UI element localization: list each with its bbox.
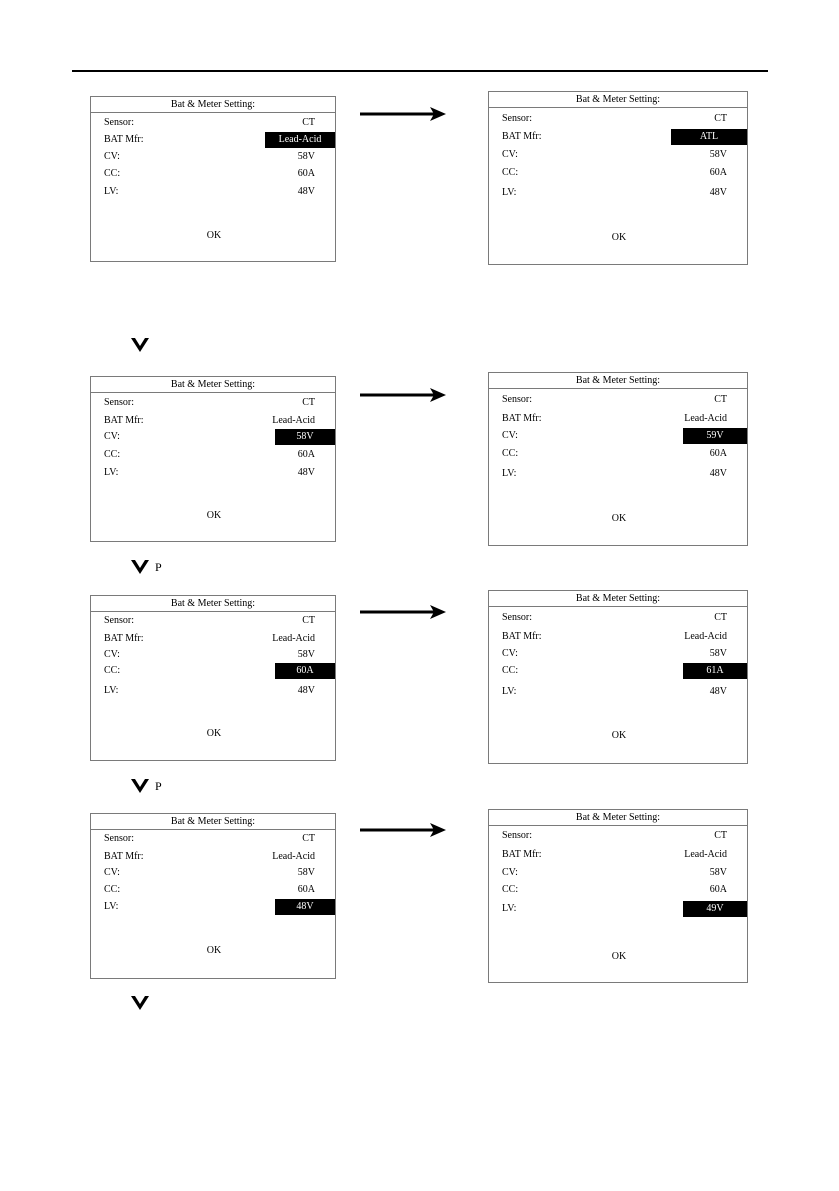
sensor-label: Sensor:	[104, 615, 134, 626]
lv-value: 48V	[297, 467, 315, 478]
sensor-label: Sensor:	[104, 397, 134, 408]
lv-row[interactable]	[91, 683, 335, 699]
cc-row[interactable]	[91, 663, 335, 679]
cc-label: CC:	[104, 665, 121, 676]
cv-label: CV:	[104, 151, 120, 162]
cv-value: 58V	[297, 649, 315, 660]
bat-mfr-label: BAT Mfr:	[104, 134, 144, 145]
ok-button[interactable]: OK	[611, 730, 627, 741]
ok-button[interactable]: OK	[206, 728, 222, 739]
bat-mfr-row[interactable]	[489, 629, 747, 645]
cv-label: CV:	[502, 867, 518, 878]
ok-button[interactable]: OK	[611, 232, 627, 243]
lv-row[interactable]	[489, 901, 747, 917]
ok-button[interactable]: OK	[611, 513, 627, 524]
lv-value: 48V	[297, 685, 315, 696]
ok-button[interactable]: OK	[206, 945, 222, 956]
double-chevron-down-icon	[129, 336, 151, 354]
sensor-label: Sensor:	[502, 394, 532, 405]
bat-mfr-row[interactable]	[91, 631, 335, 647]
lv-value: 48V	[709, 468, 727, 479]
cc-value: 60A	[709, 884, 727, 895]
right-arrow-icon	[360, 604, 446, 620]
sensor-row	[489, 392, 747, 408]
cc-value: 60A	[709, 448, 727, 459]
bat-mfr-row[interactable]	[91, 132, 335, 148]
sensor-value: CT	[302, 397, 315, 408]
cv-label: CV:	[104, 649, 120, 660]
screen-title: Bat & Meter Setting:	[91, 377, 335, 393]
screen-step1-after	[488, 91, 748, 265]
screen-title: Bat & Meter Setting:	[489, 373, 747, 389]
cv-label: CV:	[104, 431, 120, 442]
screen-step4-after	[488, 809, 748, 983]
sensor-label: Sensor:	[104, 833, 134, 844]
screen-step1-before	[90, 96, 336, 262]
cv-value-selected[interactable]: 58V	[275, 429, 335, 445]
cv-value: 58V	[297, 151, 315, 162]
screen-step3-after	[488, 590, 748, 764]
sensor-label: Sensor:	[502, 830, 532, 841]
sensor-value: CT	[714, 113, 727, 124]
bat-mfr-row[interactable]	[489, 847, 747, 863]
cc-label: CC:	[502, 448, 519, 459]
bat-mfr-label: BAT Mfr:	[502, 131, 542, 142]
cc-label: CC:	[502, 665, 519, 676]
cc-label: CC:	[104, 449, 121, 460]
lv-label: LV:	[104, 186, 119, 197]
lv-label: LV:	[104, 901, 119, 912]
sensor-row	[489, 828, 747, 844]
cc-row[interactable]	[91, 447, 335, 463]
sensor-row	[91, 613, 335, 629]
lv-value: 48V	[297, 186, 315, 197]
cc-value: 60A	[709, 167, 727, 178]
p-glyph: P	[155, 560, 162, 574]
bat-mfr-label: BAT Mfr:	[502, 413, 542, 424]
sensor-value: CT	[714, 830, 727, 841]
screen-title: Bat & Meter Setting:	[91, 814, 335, 830]
bat-mfr-label: BAT Mfr:	[104, 851, 144, 862]
double-chevron-down-icon	[129, 777, 151, 795]
double-chevron-down-icon	[129, 558, 151, 576]
right-arrow-icon	[360, 387, 446, 403]
sensor-value: CT	[714, 394, 727, 405]
ok-button[interactable]: OK	[206, 230, 222, 241]
bat-mfr-row[interactable]	[489, 411, 747, 427]
bat-mfr-value: Lead-Acid	[684, 631, 727, 642]
sensor-value: CT	[302, 117, 315, 128]
bat-mfr-value: Lead-Acid	[272, 851, 315, 862]
sensor-value: CT	[302, 833, 315, 844]
cv-value: 58V	[297, 867, 315, 878]
bat-mfr-row[interactable]	[489, 129, 747, 145]
cv-value: 58V	[709, 149, 727, 160]
cc-value: 60A	[297, 449, 315, 460]
bat-mfr-label: BAT Mfr:	[104, 415, 144, 426]
cc-label: CC:	[502, 167, 519, 178]
screen-step4-before	[90, 813, 336, 979]
lv-row[interactable]	[91, 465, 335, 481]
cv-row[interactable]	[91, 429, 335, 445]
cc-row[interactable]	[489, 446, 747, 462]
screen-step2-before	[90, 376, 336, 542]
cc-row[interactable]	[91, 882, 335, 898]
cv-row[interactable]	[91, 647, 335, 663]
ok-button[interactable]: OK	[611, 951, 627, 962]
ok-button[interactable]: OK	[206, 510, 222, 521]
screen-title: Bat & Meter Setting:	[489, 810, 747, 826]
cc-row[interactable]	[489, 165, 747, 181]
cv-value-selected[interactable]: 59V	[683, 428, 747, 444]
bat-mfr-value-selected[interactable]: Lead-Acid	[265, 132, 335, 148]
bat-mfr-row[interactable]	[91, 849, 335, 865]
cc-row[interactable]	[91, 166, 335, 182]
sensor-row	[91, 831, 335, 847]
cv-label: CV:	[502, 430, 518, 441]
sensor-row	[489, 111, 747, 127]
header-rule	[72, 70, 768, 72]
sensor-row	[91, 115, 335, 131]
cv-label: CV:	[104, 867, 120, 878]
cc-value-selected[interactable]: 60A	[275, 663, 335, 679]
sensor-label: Sensor:	[502, 113, 532, 124]
bat-mfr-value: Lead-Acid	[272, 633, 315, 644]
cv-row[interactable]	[489, 147, 747, 163]
cv-value: 58V	[709, 648, 727, 659]
cv-row[interactable]	[91, 149, 335, 165]
cc-label: CC:	[502, 884, 519, 895]
lv-value: 48V	[709, 187, 727, 198]
screen-step3-before	[90, 595, 336, 761]
cv-row[interactable]	[91, 865, 335, 881]
lv-value-selected[interactable]: 49V	[683, 901, 747, 917]
screen-title: Bat & Meter Setting:	[91, 97, 335, 113]
cv-label: CV:	[502, 149, 518, 160]
right-arrow-icon	[360, 822, 446, 838]
cc-row[interactable]	[489, 882, 747, 898]
bat-mfr-label: BAT Mfr:	[502, 849, 542, 860]
right-arrow-icon	[360, 106, 446, 122]
lv-row[interactable]	[489, 185, 747, 201]
cv-row[interactable]	[489, 865, 747, 881]
screen-title: Bat & Meter Setting:	[489, 92, 747, 108]
bat-mfr-value: Lead-Acid	[684, 849, 727, 860]
cv-row[interactable]	[489, 428, 747, 444]
bat-mfr-label: BAT Mfr:	[104, 633, 144, 644]
sensor-value: CT	[714, 612, 727, 623]
lv-row[interactable]	[489, 684, 747, 700]
screen-title: Bat & Meter Setting:	[91, 596, 335, 612]
sensor-row	[91, 395, 335, 411]
cc-row[interactable]	[489, 663, 747, 679]
double-chevron-down-icon	[129, 994, 151, 1012]
sensor-value: CT	[302, 615, 315, 626]
lv-row[interactable]	[91, 184, 335, 200]
cv-label: CV:	[502, 648, 518, 659]
lv-row[interactable]	[91, 899, 335, 915]
lv-label: LV:	[502, 903, 517, 914]
cc-value: 60A	[297, 168, 315, 179]
bat-mfr-value-selected[interactable]: ATL	[671, 129, 747, 145]
lv-label: LV:	[502, 686, 517, 697]
screen-title: Bat & Meter Setting:	[489, 591, 747, 607]
lv-row[interactable]	[489, 466, 747, 482]
sensor-label: Sensor:	[502, 612, 532, 623]
lv-value-selected[interactable]: 48V	[275, 899, 335, 915]
bat-mfr-value: Lead-Acid	[272, 415, 315, 426]
lv-label: LV:	[502, 468, 517, 479]
lv-value: 48V	[709, 686, 727, 697]
cc-label: CC:	[104, 168, 121, 179]
cv-value: 58V	[709, 867, 727, 878]
lv-label: LV:	[502, 187, 517, 198]
sensor-row	[489, 610, 747, 626]
p-glyph: P	[155, 779, 162, 793]
bat-mfr-label: BAT Mfr:	[502, 631, 542, 642]
cv-row[interactable]	[489, 646, 747, 662]
cc-label: CC:	[104, 884, 121, 895]
screen-step2-after	[488, 372, 748, 546]
lv-label: LV:	[104, 467, 119, 478]
bat-mfr-value: Lead-Acid	[684, 413, 727, 424]
bat-mfr-row[interactable]	[91, 413, 335, 429]
cc-value: 60A	[297, 884, 315, 895]
lv-label: LV:	[104, 685, 119, 696]
sensor-label: Sensor:	[104, 117, 134, 128]
cc-value-selected[interactable]: 61A	[683, 663, 747, 679]
